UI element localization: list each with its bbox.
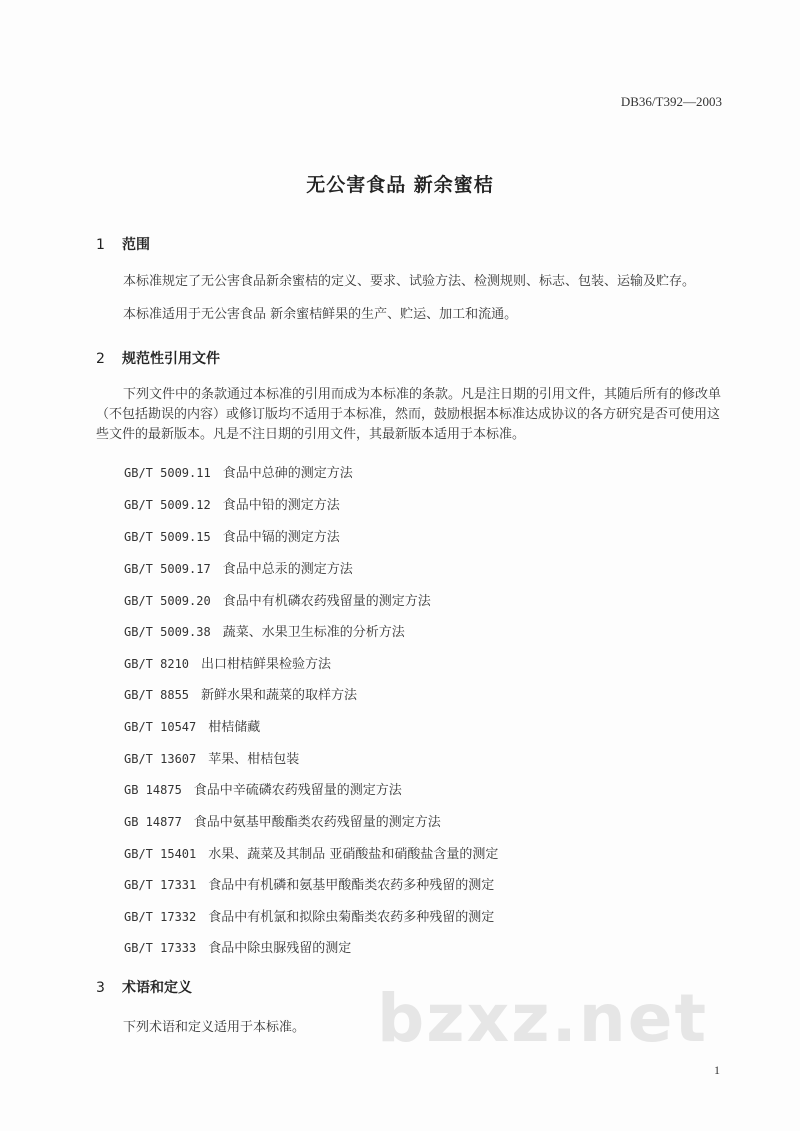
reference-code: GB/T 5009.17: [124, 562, 211, 576]
standard-code: DB36/T392—2003: [620, 94, 722, 109]
reference-title: 食品中总汞的测定方法: [222, 562, 353, 577]
reference-code: GB/T 10547: [124, 720, 197, 734]
reference-title: 蔬菜、水果卫生标准的分析方法: [222, 625, 405, 640]
reference-code: GB/T 5009.12: [124, 498, 211, 512]
section-heading: [96, 977, 192, 997]
reference-item: [124, 811, 441, 830]
paragraph: 本标准适用于无公害食品 新余蜜桔鲜果的生产、贮运、加工和流通。: [123, 307, 518, 322]
section-heading: [96, 234, 150, 254]
reference-code: GB/T 17333: [124, 941, 197, 955]
reference-item: [124, 874, 494, 893]
reference-title: 食品中氨基甲酸酯类农药残留量的测定方法: [193, 815, 441, 830]
section-title: 规范性引用文件: [122, 351, 220, 367]
reference-title: 食品中辛硫磷农药残留量的测定方法: [193, 783, 402, 798]
reference-item: [124, 526, 340, 545]
reference-code: GB/T 17332: [124, 910, 197, 924]
section-title: 术语和定义: [122, 980, 192, 996]
reference-item: [124, 937, 351, 956]
reference-item: [124, 779, 402, 798]
reference-item: [124, 558, 353, 577]
reference-title: 出口柑桔鲜果检验方法: [201, 657, 332, 672]
reference-item: [124, 621, 405, 640]
document-title: 无公害食品 新余蜜桔: [306, 174, 494, 196]
reference-title: 食品中除虫脲残留的测定: [208, 941, 352, 956]
paragraph: 本标准规定了无公害食品新余蜜桔的定义、要求、试验方法、检测规则、标志、包装、运输及贮存。: [123, 274, 696, 289]
reference-title: 食品中镉的测定方法: [222, 530, 340, 545]
reference-code: GB/T 5009.20: [124, 594, 211, 608]
paragraph: 下列术语和定义适用于本标准。: [123, 1020, 306, 1035]
reference-item: [124, 906, 494, 925]
reference-title: 食品中有机氯和拟除虫菊酯类农药多种残留的测定: [208, 910, 495, 925]
reference-title: 苹果、柑桔包装: [208, 752, 300, 767]
reference-code: GB/T 17331: [124, 878, 197, 892]
reference-title: 食品中有机磷农药残留量的测定方法: [222, 594, 431, 609]
reference-title: 食品中有机磷和氨基甲酸酯类农药多种残留的测定: [208, 878, 495, 893]
reference-title: 食品中铅的测定方法: [222, 498, 340, 513]
reference-code: GB/T 5009.38: [124, 625, 211, 639]
reference-title: 柑桔储藏: [208, 720, 261, 735]
reference-item: [124, 462, 353, 481]
page-number: 1: [714, 1063, 720, 1077]
reference-code: GB 14877: [124, 815, 182, 829]
reference-code: GB 14875: [124, 783, 182, 797]
reference-code: GB/T 8855: [124, 688, 190, 702]
reference-item: [124, 653, 331, 672]
reference-code: GB/T 15401: [124, 847, 197, 861]
reference-item: [124, 748, 299, 767]
section-number: 1: [96, 237, 105, 253]
reference-item: [124, 684, 357, 703]
reference-title: 食品中总砷的测定方法: [222, 466, 353, 481]
reference-title: 水果、蔬菜及其制品 亚硝酸盐和硝酸盐含量的测定: [208, 847, 499, 862]
reference-code: GB/T 13607: [124, 752, 197, 766]
reference-code: GB/T 5009.11: [124, 466, 211, 480]
reference-item: [124, 716, 260, 735]
reference-item: [124, 494, 340, 513]
reference-code: GB/T 5009.15: [124, 530, 211, 544]
section-number: 2: [96, 351, 105, 367]
reference-item: [124, 843, 498, 862]
paragraph: 下列文件中的条款通过本标准的引用而成为本标准的条款。凡是注日期的引用文件，其随后所有的修改单（不包括勘误的内容）或修订版均不适用于本标准，然而，鼓励根据本标准达成协议的各方研究是否可使用这些文件的最新版本。凡是不注日期的引用文件，其最新版本适用于本标准。: [96, 387, 722, 442]
reference-item: [124, 590, 431, 609]
section-number: 3: [96, 980, 105, 996]
watermark: bzxz.net: [377, 980, 709, 1057]
section-heading: [96, 348, 220, 368]
reference-code: GB/T 8210: [124, 657, 190, 671]
section-title: 范围: [122, 237, 150, 253]
reference-title: 新鲜水果和蔬菜的取样方法: [201, 688, 358, 703]
